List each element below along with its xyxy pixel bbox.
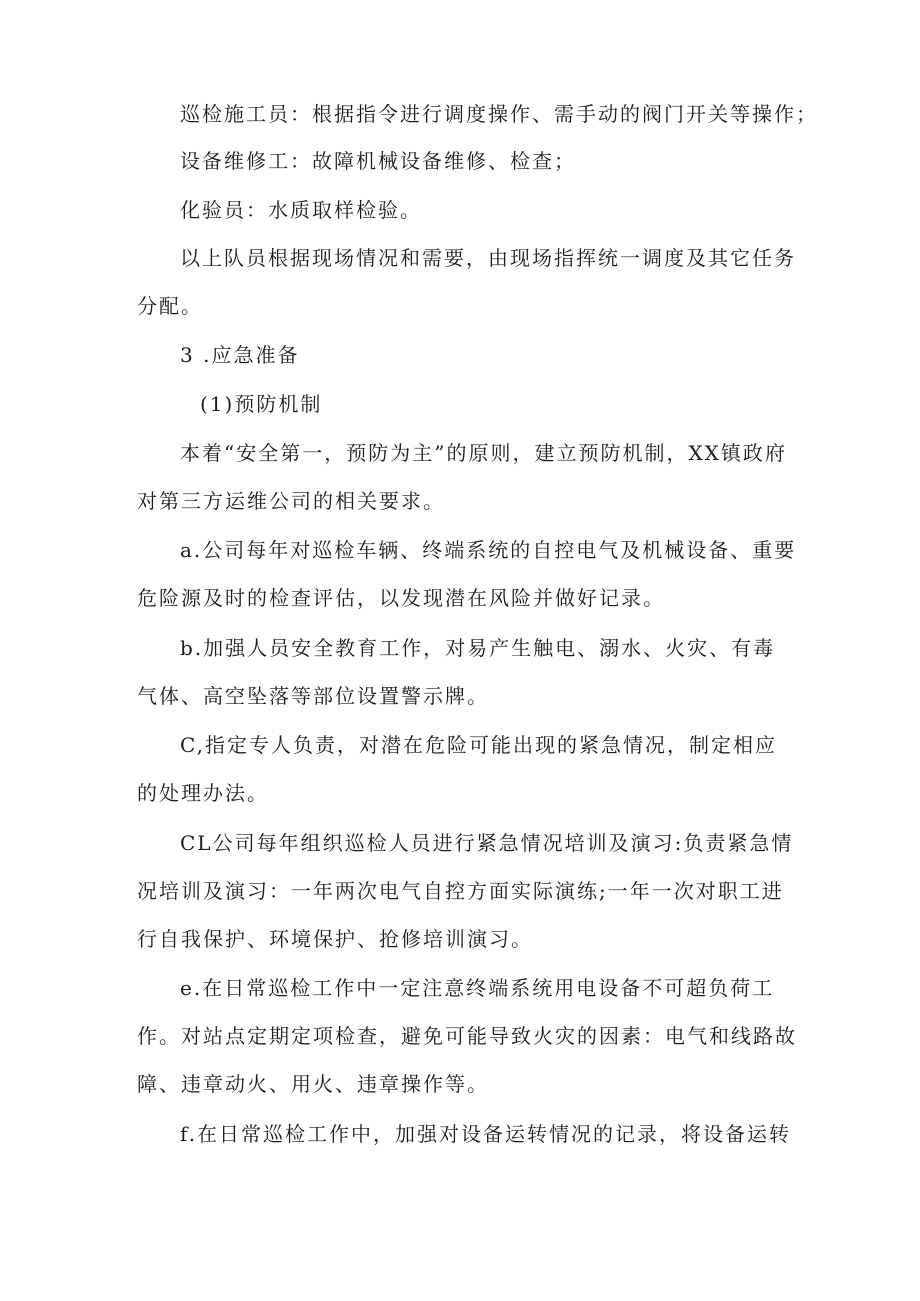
paragraph-item-d: CL公司每年组织巡检人员进行紧急情况培训及演习:负责紧急情况培训及演习：一年两次电气自控方面实际演练;一年一次对职工进行自我保护、环境保护、抢修培训演习。 — [137, 831, 794, 951]
paragraph-inspector-role: 巡检施工员：根据指令进行调度操作、需手动的阀门开关等操作； — [180, 102, 818, 126]
subsection-heading-prevention: (1)预防机制 — [200, 392, 323, 416]
section-heading-emergency-prep: 3 .应急准备 — [180, 343, 300, 367]
paragraph-maintenance-role: 设备维修工：故障机械设备维修、检查； — [180, 149, 576, 173]
paragraph-item-c: C,指定专人负责，对潜在危险可能出现的紧急情况，制定相应的处理办法。 — [137, 733, 777, 805]
paragraph-item-b: b.加强人员安全教育工作，对易产生触电、溺水、火灾、有毒气体、高空坠落等部位设置警示牌。 — [137, 636, 776, 708]
paragraph-item-f: f.在日常巡检工作中，加强对设备运转情况的记录，将设备运转 — [180, 1122, 792, 1146]
paragraph-item-a: a.公司每年对巡检车辆、终端系统的自控电气及机械设备、重要危险源及时的检查评估，以发现潜在风险并做好记录。 — [137, 538, 797, 610]
paragraph-dispatch-note: 以上队员根据现场情况和需要，由现场指挥统一调度及其它任务分配。 — [137, 246, 796, 318]
paragraph-lab-role: 化验员：水质取样检验。 — [180, 198, 422, 222]
paragraph-item-e: e.在日常巡检工作中一定注意终端系统用电设备不可超负荷工作。对站点定期定项检查，避免可能导致火灾的因素：电气和线路故障、违章动火、用火、违章操作等。 — [137, 976, 797, 1096]
paragraph-prevention-principle: 本着“安全第一，预防为主”的原则，建立预防机制，XX镇政府对第三方运维公司的相关要求。 — [137, 441, 787, 513]
